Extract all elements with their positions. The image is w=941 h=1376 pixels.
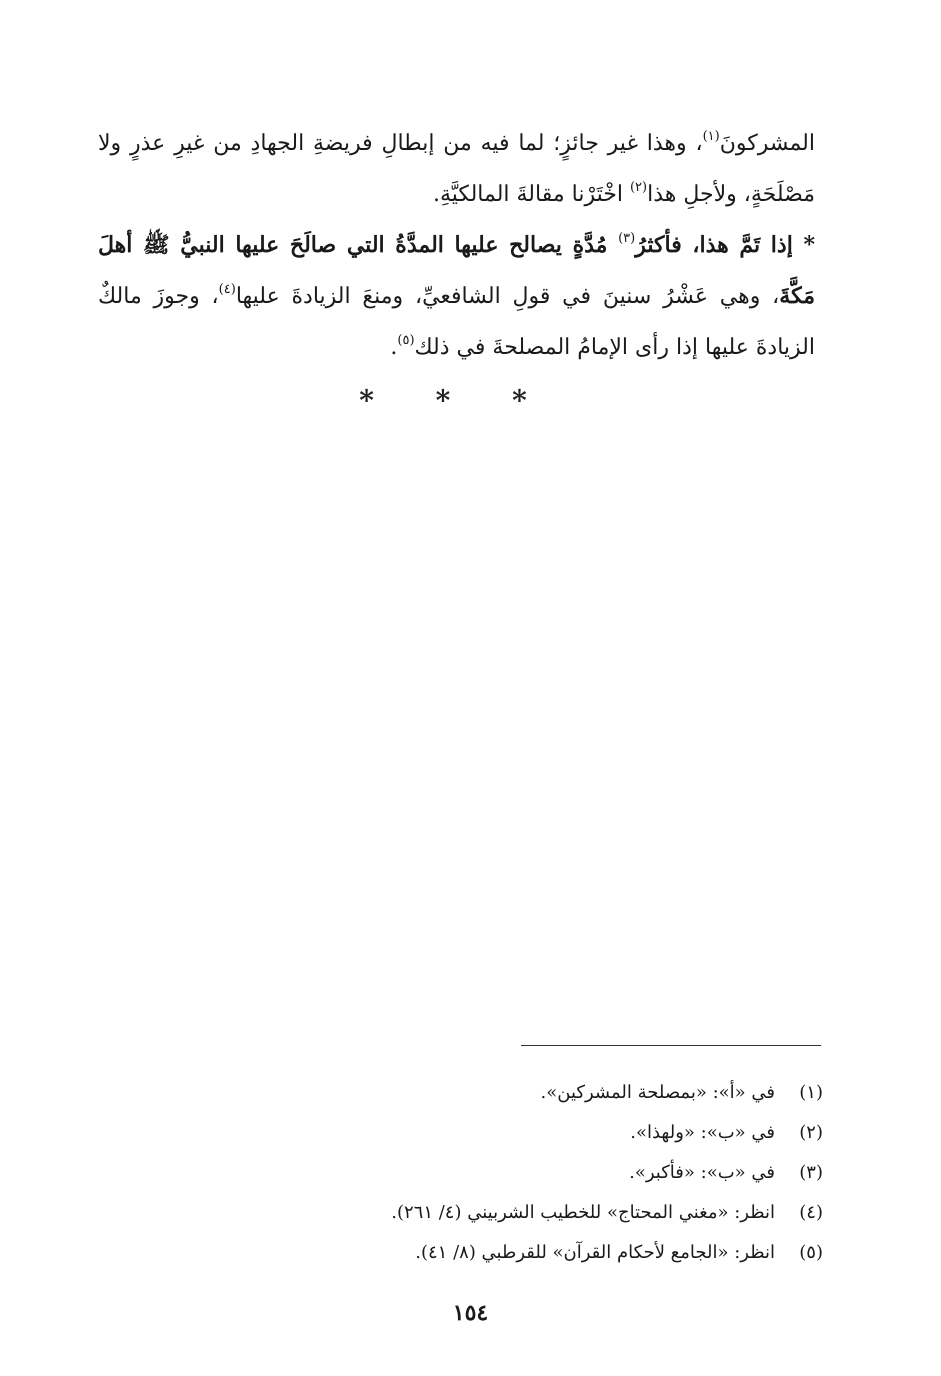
footnote-ref-5[interactable]: (٥): [397, 333, 415, 348]
footnote-ref-2[interactable]: (٢): [629, 180, 648, 195]
paragraph-1-text-c: اخْتَرْنا مقالةَ المالكيَّةِ.: [433, 182, 630, 207]
main-text: [98, 118, 815, 373]
footnote-ref-1[interactable]: (١): [702, 129, 720, 144]
footnote-text: انظر: «الجامع لأحكام القرآن» للقرطبي (٨/ ٤١).: [415, 1242, 775, 1263]
paragraph-2-text-a: ، وهي عَشْرُ سنينَ في قولِ الشافعيِّ، ومنعَ الزيادةَ عليها: [235, 284, 780, 309]
paragraph-2-lead: * إذا تَمَّ هذا، فأكثرُ: [635, 232, 815, 258]
footnote-text: انظر: «مغني المحتاج» للخطيب الشربيني (٤/ ٢٦١).: [391, 1202, 775, 1223]
paragraph-1-text-b: ، وهذا غير جائزٍ؛ لما فيه من إبطالِ فريضةِ الجهادِ من غيرِ عذرٍ ولا مَصْلَحَةٍ، ولأجلِ هذا: [98, 131, 815, 207]
footnotes-list: [120, 1073, 823, 1273]
footnote-number: (٥): [799, 1242, 823, 1263]
footnote-number: (٤): [799, 1202, 823, 1223]
footnote-text: في «ب»: «فأكبر».: [629, 1162, 775, 1183]
footnote-item: [120, 1233, 823, 1273]
paragraph-2-text-c: .: [390, 335, 398, 360]
footnote-divider: [521, 1045, 821, 1046]
page-number: ١٥٤: [452, 1300, 489, 1326]
section-separator: * * *: [359, 384, 553, 417]
paragraph-1: [98, 118, 815, 220]
footnote-ref-3[interactable]: (٣): [618, 231, 636, 246]
paragraph-2: [98, 220, 815, 373]
footnote-text: في «ب»: «ولهذا».: [630, 1122, 775, 1143]
paragraph-2-text-b: ، وجوزَ مالكٌ الزيادةَ عليها إذا رأى الإمامُ المصلحةَ في ذلك: [98, 284, 815, 360]
footnote-item: [120, 1113, 823, 1153]
footnote-ref-4[interactable]: (٤): [218, 282, 236, 297]
footnote-item: [120, 1193, 823, 1233]
paragraph-2-bold-rest: مُدَّةٍ يصالح عليها المدَّةُ التي صالَحَ عليها النبيُّ ﷺ أهلَ مَكَّةَ: [98, 232, 816, 309]
footnote-number: (١): [799, 1082, 823, 1103]
footnote-item: [120, 1073, 823, 1113]
footnote-number: (٢): [799, 1122, 823, 1143]
footnote-number: (٣): [799, 1162, 823, 1183]
footnote-item: [120, 1153, 823, 1193]
paragraph-1-text-a: المشركونَ: [719, 131, 815, 156]
footnote-text: في «أ»: «بمصلحة المشركين».: [540, 1082, 775, 1103]
